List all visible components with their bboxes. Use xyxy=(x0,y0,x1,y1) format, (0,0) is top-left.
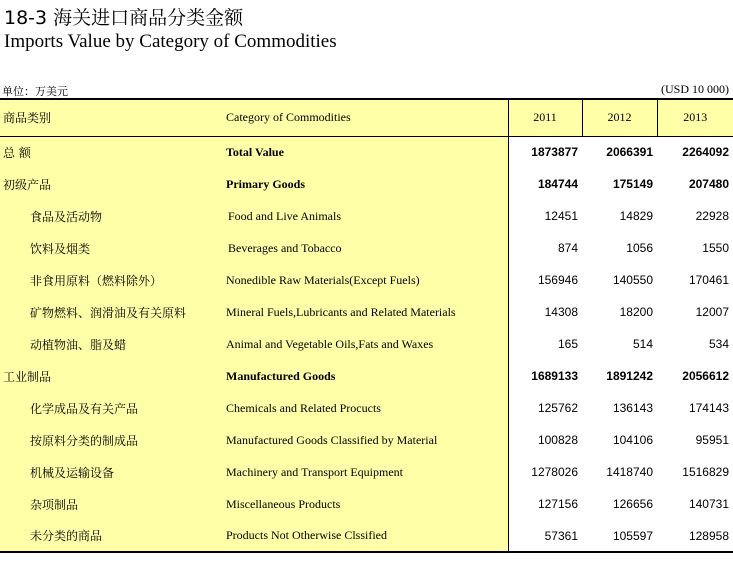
table-row xyxy=(0,296,733,328)
value-2012: 14829 xyxy=(619,209,653,223)
row-label-cn: 矿物燃料、润滑油及有关原料 xyxy=(0,296,222,328)
value-2013: 2056612 xyxy=(682,369,729,383)
table-row xyxy=(0,232,733,264)
commodities-table-container xyxy=(0,98,733,564)
value-2012: 126656 xyxy=(612,497,653,511)
row-label-cn: 杂项制品 xyxy=(0,488,222,520)
table-row-primary-goods xyxy=(0,168,733,200)
row-label-cn: 工业制品 xyxy=(0,360,222,392)
row-label-cn: 总 额 xyxy=(0,136,222,168)
row-label-cn: 食品及活动物 xyxy=(0,200,222,232)
table-row xyxy=(0,424,733,456)
value-2011: 1689133 xyxy=(531,369,578,383)
table-row xyxy=(0,520,733,552)
row-label-en: Nonedible Raw Materials(Except Fuels) xyxy=(222,264,508,296)
value-2011: 156946 xyxy=(537,273,578,287)
row-label-cn: 饮料及烟类 xyxy=(0,232,222,264)
table-row xyxy=(0,488,733,520)
value-2013: 2264092 xyxy=(682,145,729,160)
value-2013: 1516829 xyxy=(682,465,729,479)
value-2011: 127156 xyxy=(537,497,578,511)
value-2012: 1418740 xyxy=(606,465,653,479)
value-2013: 128958 xyxy=(657,520,733,552)
header-category-en: Category of Commodities xyxy=(222,99,508,136)
value-2013: 1550 xyxy=(702,241,729,255)
row-label-cn: 初级产品 xyxy=(0,168,222,200)
row-label-en: Food and Live Animals xyxy=(222,200,508,232)
value-2012: 105597 xyxy=(582,520,657,552)
value-2012: 18200 xyxy=(619,305,653,319)
value-2011: 57361 xyxy=(508,520,582,552)
row-label-en: Beverages and Tobacco xyxy=(222,232,508,264)
row-label-en: Products Not Otherwise Clssified xyxy=(222,520,508,552)
table-row-manufactured-goods xyxy=(0,360,733,392)
value-2012: 514 xyxy=(632,337,653,351)
header-year-2012: 2012 xyxy=(582,99,657,136)
value-2013: 534 xyxy=(708,337,729,351)
row-label-en: Primary Goods xyxy=(222,168,508,200)
table-row xyxy=(0,456,733,488)
row-label-en: Total Value xyxy=(222,136,508,168)
row-label-en: Chemicals and Related Procucts xyxy=(222,392,508,424)
row-label-cn: 非食用原料（燃料除外） xyxy=(0,264,222,296)
value-2012: 104106 xyxy=(612,433,653,447)
value-2013: 12007 xyxy=(695,305,729,319)
table-row xyxy=(0,392,733,424)
header-category-cn: 商品类别 xyxy=(0,99,222,136)
value-2011: 14308 xyxy=(544,305,578,319)
row-label-cn: 化学成品及有关产品 xyxy=(0,392,222,424)
header-year-2011: 2011 xyxy=(508,99,582,136)
value-2012: 175149 xyxy=(612,177,653,191)
value-2011: 874 xyxy=(557,241,578,255)
value-2013: 22928 xyxy=(695,209,729,223)
value-2013: 140731 xyxy=(688,497,729,511)
value-2012: 2066391 xyxy=(606,145,653,160)
row-label-en: Miscellaneous Products xyxy=(222,488,508,520)
value-2012: 1056 xyxy=(626,241,653,255)
row-label-en: Manufactured Goods xyxy=(222,360,508,392)
value-2011: 1873877 xyxy=(531,145,578,160)
page-title-cn: 18-3 海关进口商品分类金额 xyxy=(4,7,244,29)
value-2013: 170461 xyxy=(688,273,729,287)
value-2013: 95951 xyxy=(695,433,729,447)
row-label-en: Machinery and Transport Equipment xyxy=(222,456,508,488)
commodities-table xyxy=(0,98,733,553)
row-label-en: Mineral Fuels,Lubricants and Related Materials xyxy=(222,296,508,328)
value-2011: 125762 xyxy=(537,401,578,415)
row-label-cn: 按原料分类的制成品 xyxy=(0,424,222,456)
row-label-cn: 动植物油、脂及蜡 xyxy=(0,328,222,360)
table-header-row xyxy=(0,99,733,136)
table-row xyxy=(0,200,733,232)
value-2012: 136143 xyxy=(612,401,653,415)
value-2012: 1891242 xyxy=(606,369,653,383)
unit-label-en: (USD 10 000) xyxy=(661,82,729,96)
value-2011: 184744 xyxy=(537,177,578,191)
header-year-2013: 2013 xyxy=(657,99,733,136)
value-2012: 140550 xyxy=(612,273,653,287)
row-label-en: Manufactured Goods Classified by Material xyxy=(222,424,508,456)
value-2011: 1278026 xyxy=(531,465,578,479)
value-2011: 12451 xyxy=(544,209,578,223)
row-label-cn: 未分类的商品 xyxy=(0,520,222,552)
table-row xyxy=(0,328,733,360)
value-2013: 207480 xyxy=(688,177,729,191)
table-row-total xyxy=(0,136,733,168)
table-row xyxy=(0,264,733,296)
row-label-cn: 机械及运输设备 xyxy=(0,456,222,488)
value-2011: 100828 xyxy=(537,433,578,447)
row-label-en: Animal and Vegetable Oils,Fats and Waxes xyxy=(222,328,508,360)
unit-label-cn: 单位：万美元 xyxy=(2,85,68,98)
value-2013: 174143 xyxy=(688,401,729,415)
value-2011: 165 xyxy=(557,337,578,351)
page-title-en: Imports Value by Category of Commodities xyxy=(4,31,337,52)
